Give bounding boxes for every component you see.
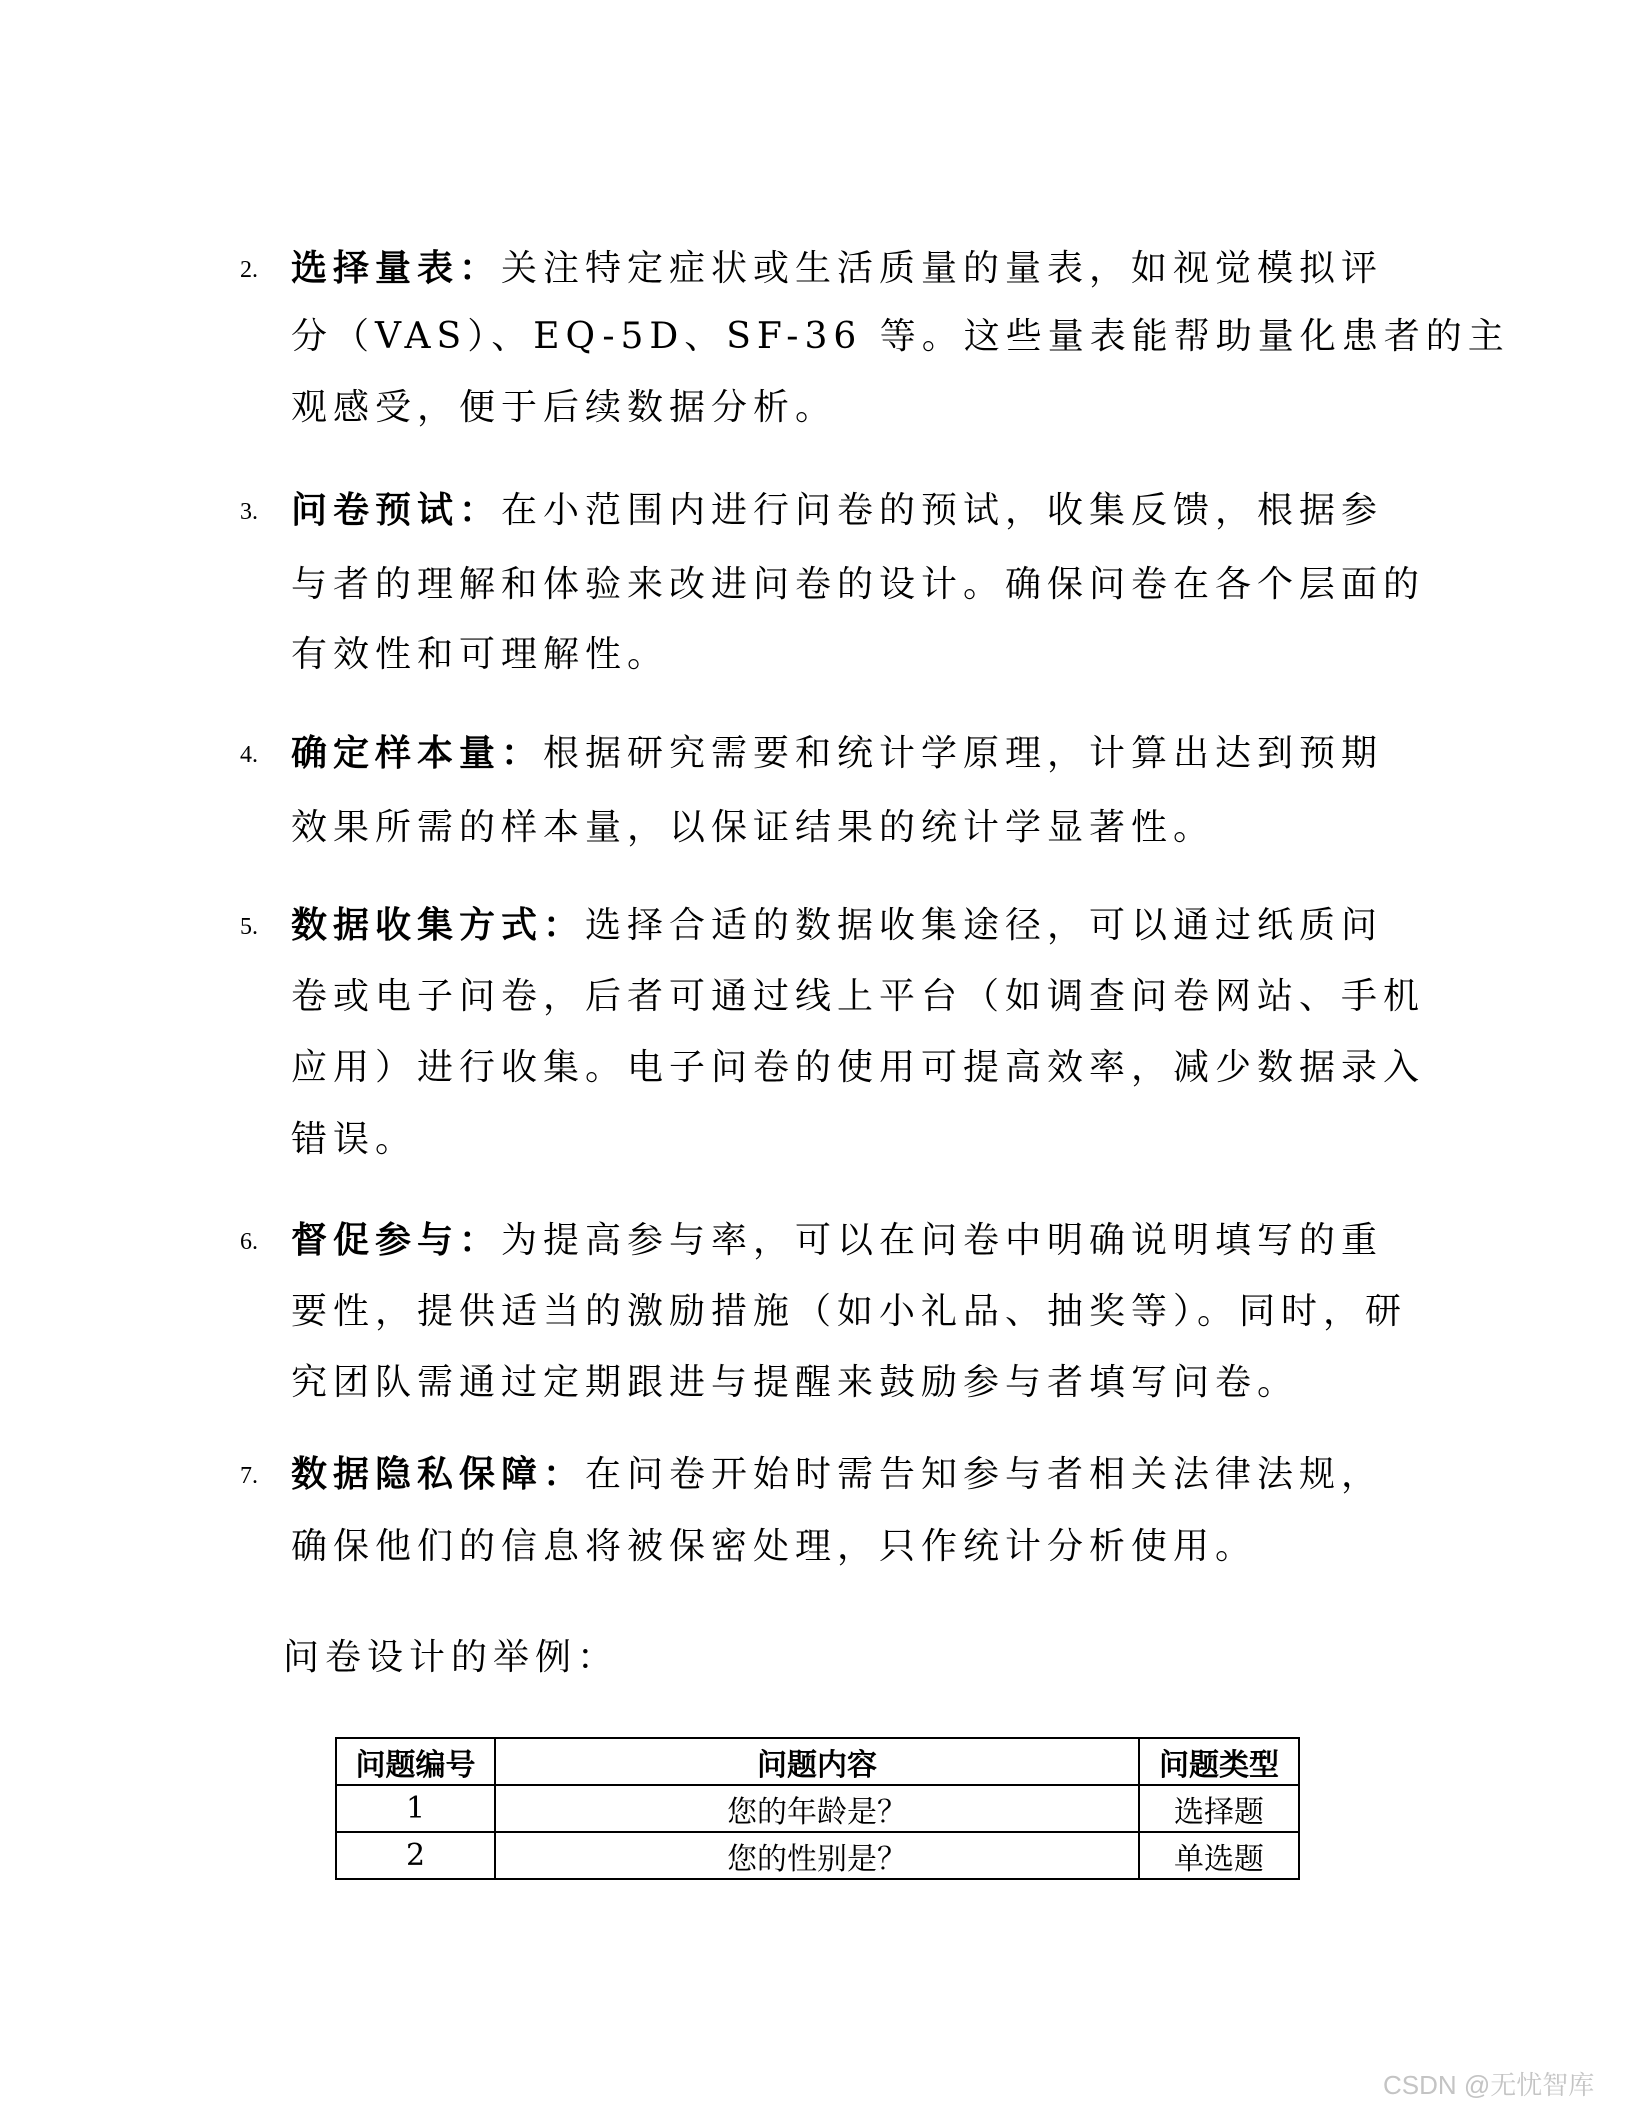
list-number: 3. bbox=[240, 499, 258, 525]
header-question-number: 问题编号 bbox=[336, 1738, 495, 1785]
list-item-line: 卷或电子问卷，后者可通过线上平台（如调查问卷网站、手机 bbox=[291, 976, 1426, 1017]
list-item-label: 数据隐私保障： bbox=[291, 1453, 586, 1495]
list-item-line bbox=[291, 485, 1383, 535]
list-item-line: 效果所需的样本量，以保证结果的统计学显著性。 bbox=[291, 807, 1216, 848]
cell-question-content: 您的性别是？ bbox=[495, 1832, 1139, 1879]
list-item-text: 为提高参与率，可以在问卷中明确说明填写的重 bbox=[501, 1220, 1384, 1261]
list-item-line bbox=[291, 728, 1383, 778]
table-intro: 问卷设计的举例： bbox=[283, 1637, 620, 1678]
list-item-text: 关注特定症状或生活质量的量表，如视觉模拟评 bbox=[501, 248, 1384, 289]
table-header-row bbox=[336, 1738, 1299, 1785]
list-item-label: 督促参与： bbox=[291, 1219, 502, 1261]
list-item-line bbox=[291, 1215, 1383, 1265]
list-item-text: 选择合适的数据收集途径，可以通过纸质问 bbox=[585, 905, 1384, 946]
list-item-line bbox=[291, 900, 1383, 950]
list-item-line: 分（VAS）、EQ-5D、SF-36 等。这些量表能帮助量化患者的主 bbox=[291, 316, 1510, 357]
list-item-line: 应用）进行收集。电子问卷的使用可提高效率，减少数据录入 bbox=[291, 1047, 1426, 1088]
list-number: 4. bbox=[240, 742, 258, 768]
list-item-line: 确保他们的信息将被保密处理，只作统计分析使用。 bbox=[291, 1526, 1258, 1567]
list-item-line: 与者的理解和体验来改进问卷的设计。确保问卷在各个层面的 bbox=[291, 564, 1426, 605]
list-item-text: 在问卷开始时需告知参与者相关法律法规， bbox=[585, 1454, 1384, 1495]
questionnaire-table bbox=[335, 1737, 1300, 1880]
header-question-content: 问题内容 bbox=[495, 1738, 1139, 1785]
list-number: 5. bbox=[240, 914, 258, 940]
list-item-line bbox=[291, 1449, 1383, 1499]
list-item-label: 确定样本量： bbox=[291, 732, 544, 774]
watermark: CSDN @无忧智库 bbox=[1383, 2070, 1595, 2100]
cell-question-type: 选择题 bbox=[1139, 1785, 1299, 1832]
cell-question-number: 2 bbox=[336, 1832, 495, 1879]
list-number: 2. bbox=[240, 257, 258, 283]
list-item-line: 有效性和可理解性。 bbox=[291, 634, 670, 675]
list-item-label: 数据收集方式： bbox=[291, 904, 586, 946]
list-item-text: 在小范围内进行问卷的预试，收集反馈，根据参 bbox=[501, 490, 1384, 531]
list-item-line: 错误。 bbox=[291, 1119, 418, 1160]
cell-question-content: 您的年龄是？ bbox=[495, 1785, 1139, 1832]
table-row bbox=[336, 1832, 1299, 1879]
list-item-text: 根据研究需要和统计学原理，计算出达到预期 bbox=[543, 733, 1384, 774]
list-item-line: 观感受，便于后续数据分析。 bbox=[291, 387, 838, 428]
cell-question-type: 单选题 bbox=[1139, 1832, 1299, 1879]
list-item-line: 要性，提供适当的激励措施（如小礼品、抽奖等）。同时，研 bbox=[291, 1291, 1408, 1332]
list-item-label: 问卷预试： bbox=[291, 489, 502, 531]
list-item-line bbox=[291, 243, 1383, 293]
table-row bbox=[336, 1785, 1299, 1832]
list-item-line: 究团队需通过定期跟进与提醒来鼓励参与者填写问卷。 bbox=[291, 1362, 1300, 1403]
list-number: 6. bbox=[240, 1229, 258, 1255]
header-question-type: 问题类型 bbox=[1139, 1738, 1299, 1785]
list-item-label: 选择量表： bbox=[291, 247, 502, 289]
list-number: 7. bbox=[240, 1463, 258, 1489]
cell-question-number: 1 bbox=[336, 1785, 495, 1832]
